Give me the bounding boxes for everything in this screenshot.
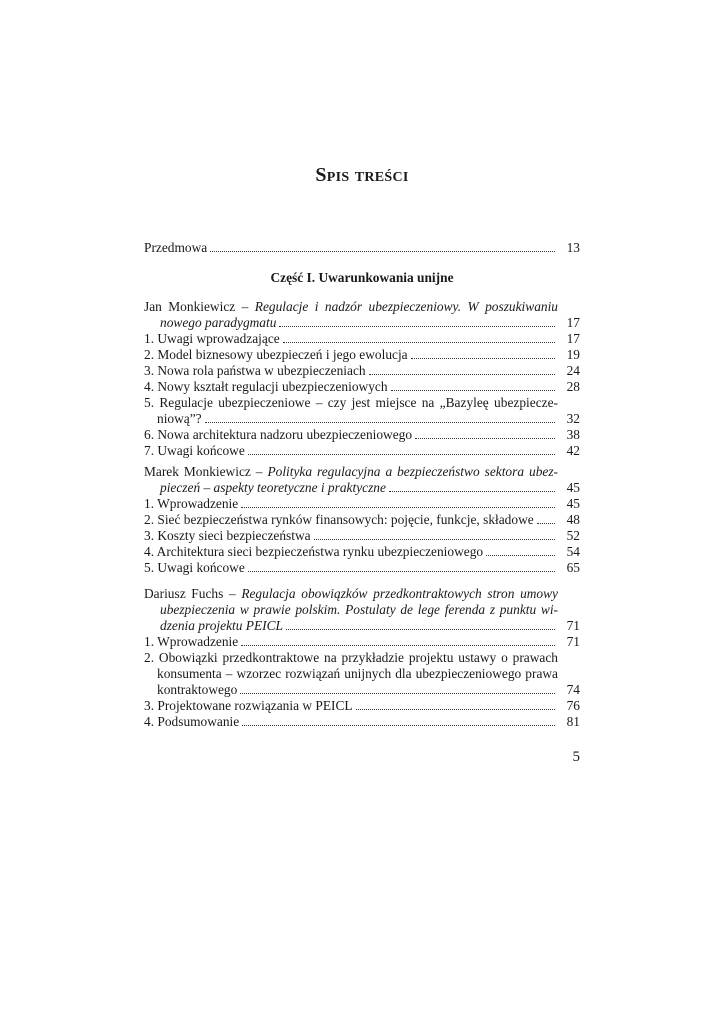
- toc-section[interactable]: 1. Wprowadzenie 71: [144, 634, 580, 649]
- toc-section[interactable]: 3. Projektowane rozwiązania w PEICL 76: [144, 698, 580, 713]
- page-number: 5: [572, 749, 580, 765]
- toc-section[interactable]: kontraktowego 74: [157, 682, 580, 697]
- page-ref: 17: [566, 315, 580, 330]
- chapter-author: Jan Monkiewicz: [144, 299, 236, 314]
- toc-section[interactable]: 7. Uwagi końcowe 42: [144, 443, 580, 458]
- toc-section[interactable]: 1. Uwagi wprowadzające 17: [144, 331, 580, 346]
- chapter-author: Marek Monkiewicz: [144, 464, 251, 479]
- chapter-author: Dariusz Fuchs: [144, 586, 224, 601]
- toc-chapter-1: [144, 299, 580, 459]
- entry-label: Przedmowa: [144, 240, 208, 255]
- chapter-heading-line1[interactable]: Marek Monkiewicz – Polityka regulacyjna a bezpieczeństwo sektora ubez-: [144, 464, 558, 479]
- toc-section[interactable]: 6. Nowa architektura nadzoru ubezpieczeniowego 38: [144, 427, 580, 442]
- toc-chapter-2: [144, 464, 580, 576]
- toc-section-line1[interactable]: 2. Obowiązki przedkontraktowe na przykładzie projektu ustawy o prawach: [144, 650, 558, 665]
- toc-section-line2[interactable]: konsumenta – wzorzec rozwiązań unijnych dla ubezpieczeniowego prawa: [157, 666, 558, 681]
- toc-section[interactable]: 5. Uwagi końcowe 65: [144, 560, 580, 575]
- part-heading: Część I. Uwarunkowania unijne: [270, 270, 454, 285]
- chapter-heading-line2[interactable]: ubezpieczenia w prawie polskim. Postulaty de lege ferenda z punktu wi-: [160, 602, 558, 617]
- toc-section[interactable]: 4. Architektura sieci bezpieczeństwa rynku ubezpieczeniowego 54: [144, 544, 580, 559]
- chapter-heading-line2[interactable]: pieczeń – aspekty teoretyczne i praktyczne 45: [160, 480, 580, 495]
- toc-section[interactable]: 2. Sieć bezpieczeństwa rynków finansowych: pojęcie, funkcje, składowe 48: [144, 512, 580, 527]
- chapter-heading-line3[interactable]: dzenia projektu PEICL 71: [160, 618, 580, 633]
- leader-dots: [286, 629, 555, 630]
- page-title: Spis treści: [315, 164, 409, 186]
- chapter-heading-line1[interactable]: Jan Monkiewicz – Regulacje i nadzór ubezpieczeniowy. W poszukiwaniu: [144, 299, 559, 314]
- chapter-title: Polityka regulacyjna a bezpieczeństwo sektora ubez-: [267, 464, 558, 479]
- chapter-title: Regulacje i nadzór ubezpieczeniowy. W poszukiwaniu: [254, 299, 559, 314]
- chapter-heading-line2[interactable]: nowego paradygmatu 17: [160, 315, 580, 330]
- chapter-title: Regulacja obowiązków przedkontraktowych stron umowy: [241, 586, 558, 601]
- leader-dots: [210, 251, 555, 252]
- leader-dots: [279, 326, 555, 327]
- toc-section[interactable]: 1. Wprowadzenie 45: [144, 496, 580, 511]
- toc-section[interactable]: 3. Koszty sieci bezpieczeństwa 52: [144, 528, 580, 543]
- leader-dots: [389, 491, 555, 492]
- page-ref: 71: [566, 618, 580, 633]
- page-ref: 45: [566, 480, 580, 495]
- toc-section[interactable]: 4. Nowy kształt regulacji ubezpieczeniowych 28: [144, 379, 580, 394]
- toc-section[interactable]: 2. Model biznesowy ubezpieczeń i jego ewolucja 19: [144, 347, 580, 362]
- page-ref: 13: [566, 240, 580, 255]
- toc-section[interactable]: 4. Podsumowanie 81: [144, 714, 580, 729]
- toc-chapter-3: [144, 586, 580, 730]
- toc-entry-preface[interactable]: [144, 240, 580, 256]
- toc-section-line1[interactable]: 5. Regulacje ubezpieczeniowe – czy jest miejsce na „Bazyleę ubezpiecze-: [144, 395, 558, 410]
- toc-section[interactable]: niową”? 32: [157, 411, 580, 426]
- chapter-heading-line1[interactable]: Dariusz Fuchs – Regulacja obowiązków przedkontraktowych stron umowy: [144, 586, 558, 601]
- toc-section[interactable]: 3. Nowa rola państwa w ubezpieczeniach 24: [144, 363, 580, 378]
